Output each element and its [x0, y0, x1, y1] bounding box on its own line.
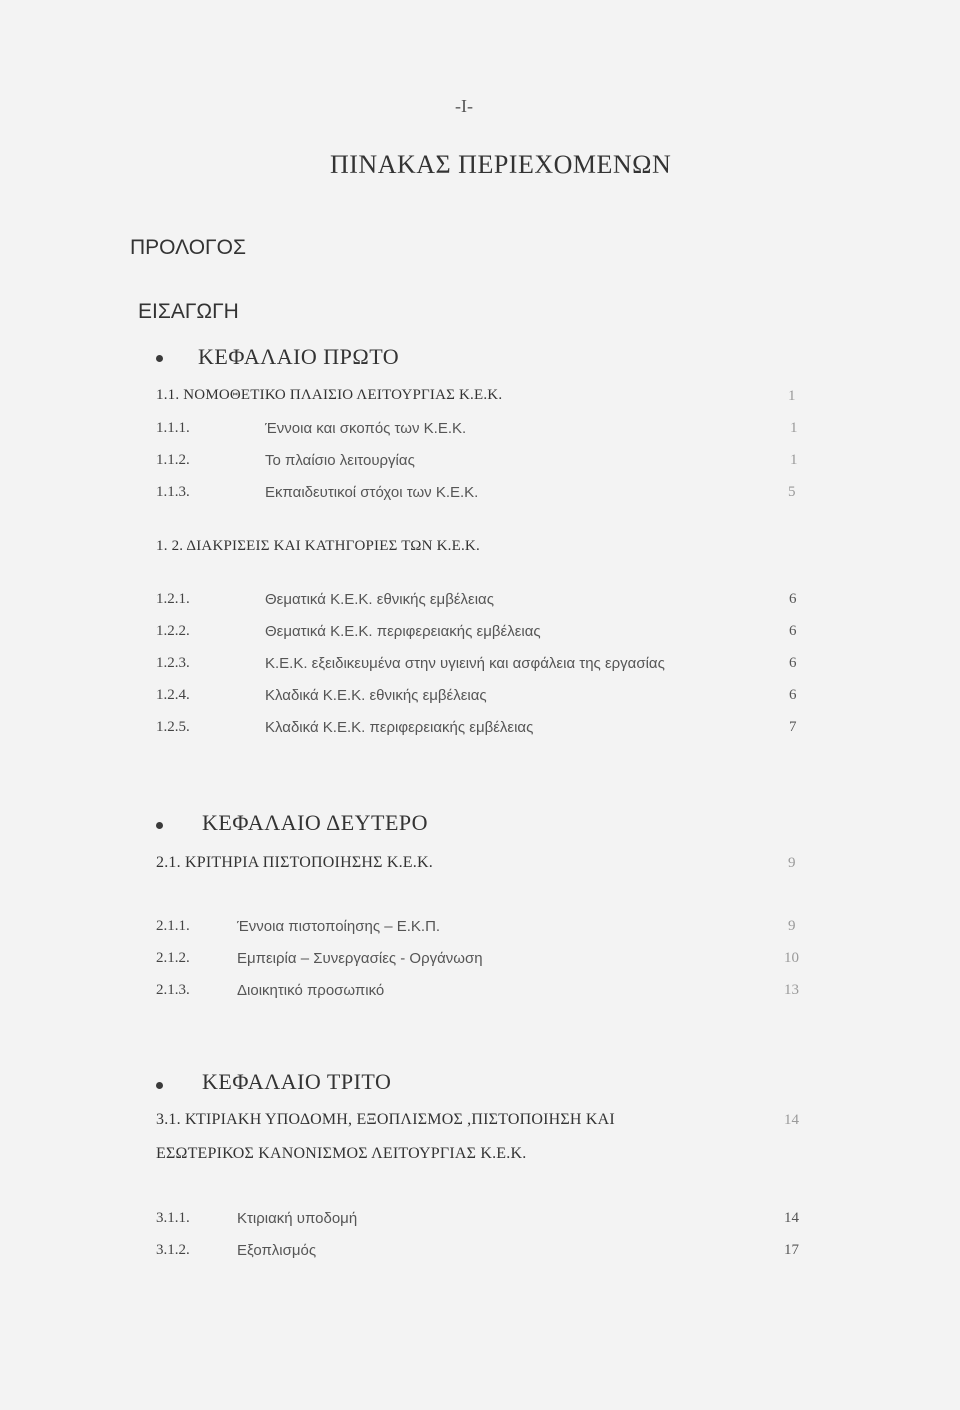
- toc-entry-1-1-1: Έννοια και σκοπός των Κ.Ε.Κ.: [265, 420, 467, 437]
- toc-num-1-2-5: 1.2.5.: [156, 719, 190, 735]
- toc-page-2-1-1: 9: [788, 918, 796, 934]
- section-3-1-label-line2: ΕΣΩΤΕΡΙΚΟΣ ΚΑΝΟΝΙΣΜΟΣ ΛΕΙΤΟΥΡΓΙΑΣ Κ.Ε.Κ.: [156, 1145, 527, 1162]
- toc-page-1-2-1: 6: [789, 591, 797, 607]
- toc-entry-2-1-3: Διοικητικό προσωπικό: [237, 982, 385, 999]
- chapter-2-heading: ΚΕΦΑΛΑΙΟ ΔΕΥΤΕΡΟ: [202, 810, 429, 835]
- toc-page-1-1-2: 1: [790, 452, 798, 468]
- section-1-2-label: 1. 2. ΔΙΑΚΡΙΣΕΙΣ ΚΑΙ ΚΑΤΗΓΟΡΙΕΣ ΤΩΝ Κ.Ε.Κ.: [156, 538, 480, 554]
- toc-entry-1-2-5: Κλαδικά Κ.Ε.Κ. περιφερειακής εμβέλειας: [265, 719, 534, 736]
- toc-entry-1-1-2: Το πλαίσιο λειτουργίας: [265, 452, 415, 469]
- toc-num-2-1-3: 2.1.3.: [156, 982, 190, 998]
- toc-page-2-1-3: 13: [784, 982, 799, 998]
- toc-num-1-2-3: 1.2.3.: [156, 655, 190, 671]
- toc-page-1-1-3: 5: [788, 484, 796, 500]
- toc-entry-3-1-1: Κτιριακή υποδομή: [237, 1210, 358, 1227]
- chapter-3-bullet: [156, 1082, 163, 1089]
- section-3-1-page: 14: [784, 1112, 799, 1128]
- toc-page-1-2-5: 7: [789, 719, 797, 735]
- toc-entry-3-1-2: Εξοπλισμός: [237, 1242, 317, 1259]
- toc-entry-1-1-3: Εκπαιδευτικοί στόχοι των Κ.Ε.Κ.: [265, 484, 479, 501]
- section-2-1-page: 9: [788, 855, 796, 871]
- toc-page-1-2-3: 6: [789, 655, 797, 671]
- section-1-1-label: 1.1. ΝΟΜΟΘΕΤΙΚΟ ΠΛΑΙΣΙΟ ΛΕΙΤΟΥΡΓΙΑΣ Κ.Ε.Κ.: [156, 387, 503, 403]
- toc-num-1-2-1: 1.2.1.: [156, 591, 190, 607]
- toc-page-1-2-2: 6: [789, 623, 797, 639]
- introduction-heading: ΕΙΣΑΓΩΓΗ: [138, 300, 239, 323]
- toc-page-1-2-4: 6: [789, 687, 797, 703]
- toc-page-2-1-2: 10: [784, 950, 799, 966]
- toc-num-1-1-1: 1.1.1.: [156, 420, 190, 436]
- toc-num-1-1-2: 1.1.2.: [156, 452, 190, 468]
- toc-num-2-1-1: 2.1.1.: [156, 918, 190, 934]
- toc-entry-2-1-1: Έννοια πιστοποίησης – Ε.Κ.Π.: [237, 918, 441, 935]
- toc-num-1-2-4: 1.2.4.: [156, 687, 190, 703]
- toc-num-1-2-2: 1.2.2.: [156, 623, 190, 639]
- toc-entry-1-2-3: Κ.Ε.Κ. εξειδικευμένα στην υγιεινή και ασφάλεια της εργασίας: [265, 655, 665, 672]
- toc-num-1-1-3: 1.1.3.: [156, 484, 190, 500]
- page-marker: -I-: [455, 96, 473, 116]
- chapter-1-bullet: [156, 355, 163, 362]
- toc-entry-1-2-2: Θεματικά Κ.Ε.Κ. περιφερειακής εμβέλειας: [265, 623, 541, 640]
- section-1-1-page: 1: [788, 388, 796, 404]
- toc-num-2-1-2: 2.1.2.: [156, 950, 190, 966]
- section-2-1-label: 2.1. ΚΡΙΤΗΡΙΑ ΠΙΣΤΟΠΟΙΗΣΗΣ Κ.Ε.Κ.: [156, 854, 433, 871]
- toc-entry-1-2-1: Θεματικά Κ.Ε.Κ. εθνικής εμβέλειας: [265, 591, 494, 608]
- page-title: ΠΙΝΑΚΑΣ ΠΕΡΙΕΧΟΜΕΝΩΝ: [330, 150, 672, 179]
- toc-page-3-1-2: 17: [784, 1242, 799, 1258]
- toc-page-3-1-1: 14: [784, 1210, 799, 1226]
- section-3-1-label-line1: 3.1. ΚΤΙΡΙΑΚΗ ΥΠΟΔΟΜΗ, ΕΞΟΠΛΙΣΜΟΣ ,ΠΙΣΤΟΠΟΙΗΣΗ ΚΑΙ: [156, 1111, 615, 1128]
- chapter-2-bullet: [156, 822, 163, 829]
- toc-entry-1-2-4: Κλαδικά Κ.Ε.Κ. εθνικής εμβέλειας: [265, 687, 487, 704]
- toc-entry-2-1-2: Εμπειρία – Συνεργασίες - Οργάνωση: [237, 950, 483, 967]
- toc-num-3-1-2: 3.1.2.: [156, 1242, 190, 1258]
- prologue-heading: ΠΡΟΛΟΓΟΣ: [130, 236, 246, 259]
- toc-page-1-1-1: 1: [790, 420, 798, 436]
- chapter-1-heading: ΚΕΦΑΛΑΙΟ ΠΡΩΤΟ: [198, 344, 400, 369]
- toc-num-3-1-1: 3.1.1.: [156, 1210, 190, 1226]
- chapter-3-heading: ΚΕΦΑΛΑΙΟ ΤΡΙΤΟ: [202, 1069, 392, 1094]
